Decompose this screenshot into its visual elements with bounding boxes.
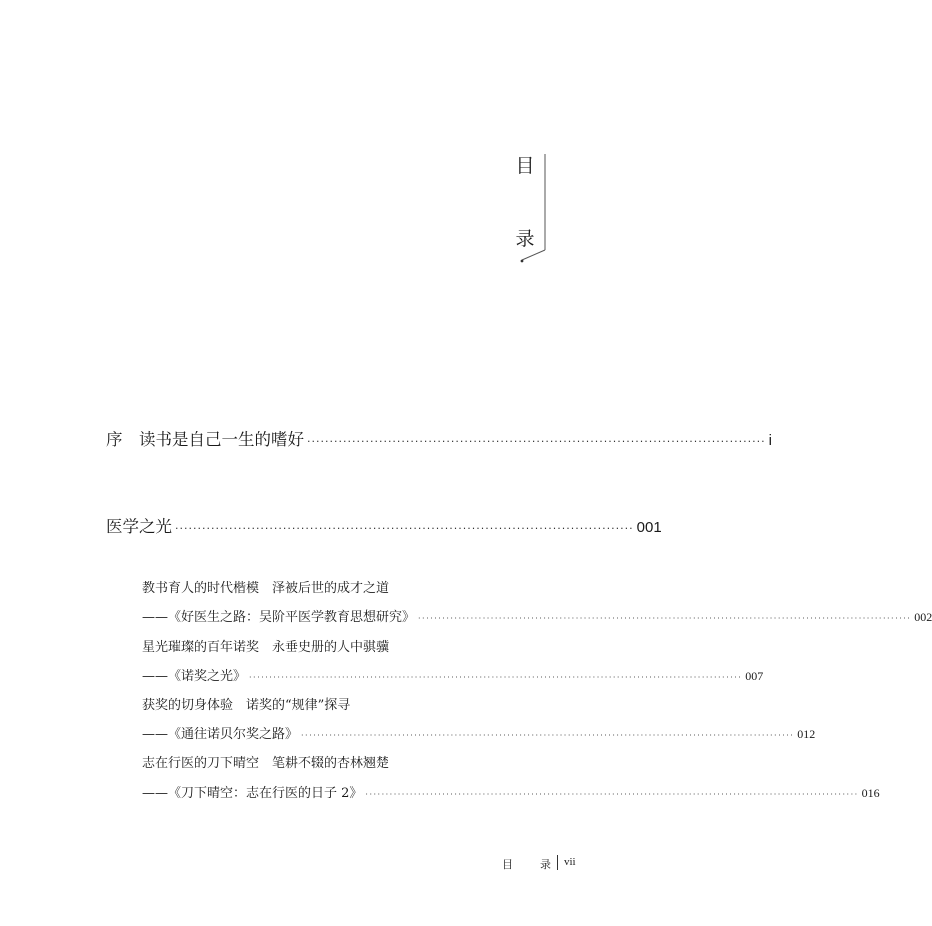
entry-subtitle-row[interactable] <box>142 782 880 801</box>
preface-page-number: i <box>768 432 772 449</box>
toc-chapter-row[interactable] <box>106 513 662 537</box>
footer-page-number: vii <box>564 856 576 868</box>
toc-preface-row[interactable] <box>106 426 772 450</box>
chapter-page-number: 001 <box>636 519 662 536</box>
footer-label-char-1: 目 <box>502 858 513 871</box>
dot-leader: ·························································································································· <box>418 614 912 623</box>
entry-page-number: 016 <box>861 786 880 800</box>
entry-subtitle: ——《通往诺贝尔奖之路》 <box>142 727 299 742</box>
title-decoration <box>510 150 560 270</box>
dot-leader: ·························································································································· <box>249 673 743 682</box>
entry-subtitle: ——《诺奖之光》 <box>142 669 247 684</box>
entry-subtitle-row[interactable] <box>142 606 932 625</box>
entry-subtitle-row[interactable] <box>142 665 764 684</box>
dot-leader: ·························································································································· <box>365 790 859 799</box>
entry-subtitle-row[interactable] <box>142 723 816 742</box>
entry-page-number: 002 <box>914 610 932 624</box>
entry-title[interactable]: 志在行医的刀下晴空 笔耕不辍的杏林翘楚 <box>142 756 390 771</box>
toc-title-char-2: 录 <box>515 228 535 250</box>
entry-page-number: 007 <box>745 669 764 683</box>
entry-title[interactable]: 星光璀璨的百年诺奖 永垂史册的人中骐骥 <box>142 640 390 655</box>
dot-leader: ······································································································ <box>307 435 766 448</box>
dot-leader: ·························································································································· <box>301 731 795 740</box>
preface-title: 序 读书是自己一生的嗜好 <box>106 430 304 449</box>
entry-title[interactable]: 教书育人的时代楷模 泽被后世的成才之道 <box>142 581 390 596</box>
chapter-title: 医学之光 <box>106 517 172 536</box>
toc-title-char-1: 目 <box>515 155 535 177</box>
entry-subtitle: ——《刀下晴空：志在行医的日子 2》 <box>142 786 363 801</box>
entry-page-number: 012 <box>797 727 816 741</box>
entry-title[interactable]: 获奖的切身体验 诺奖的“规律”探寻 <box>142 698 351 713</box>
dot-leader: ······································································································ <box>175 522 634 535</box>
footer-divider <box>557 855 558 870</box>
page-footer <box>480 854 580 874</box>
entry-subtitle: ——《好医生之路：吴阶平医学教育思想研究》 <box>142 610 416 625</box>
footer-label-char-2: 录 <box>540 858 551 871</box>
toc-title <box>510 150 560 270</box>
